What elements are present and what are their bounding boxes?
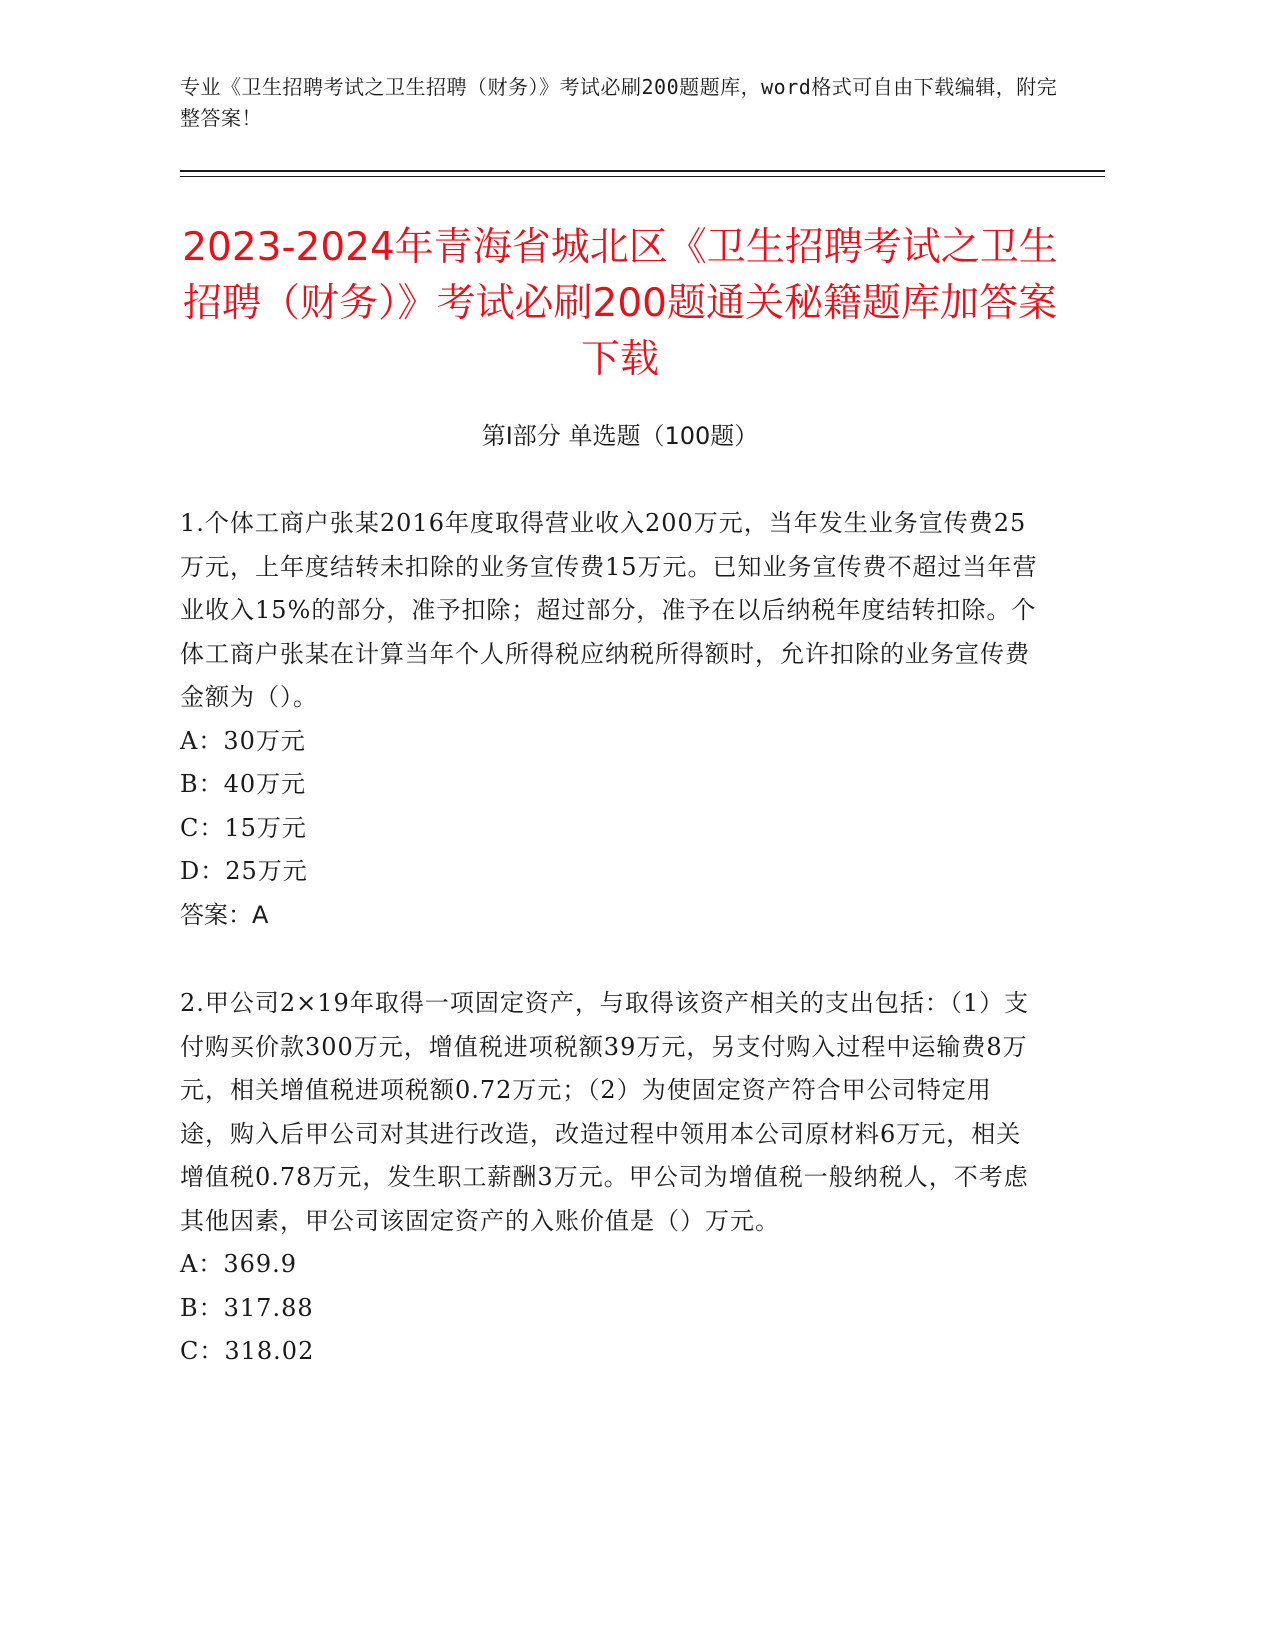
question-stem: 2.甲公司2×19年取得一项固定资产，与取得该资产相关的支出包括：（1）支付购买价款300万元，增值税进项税额39万元，另支付购入过程中运输费8万元，相关增值税进项税额0.72万元；（2）为使固定资产符合甲公司特定用途，购入后甲公司对其进行改造，改造过程中领用本公司原材料6万元，相关增值税0.78万元，发生职工薪酬3万元。甲公司为增值税一般纳税人，不考虑其他因素，甲公司该固定资产的入账价值是（）万元。 (180, 989, 1030, 1235)
header-note: 专业《卫生招聘考试之卫生招聘（财务）》考试必刷200题题库，word格式可自由下载编辑，附完整答案！ (180, 75, 1058, 130)
option-c: C：15万元 (180, 813, 307, 842)
question-2 (180, 982, 1040, 1374)
header-divider-thin (180, 176, 1105, 177)
option-a: A：369.9 (180, 1250, 298, 1278)
option-c: C：318.02 (180, 1337, 315, 1365)
option-b: B：40万元 (180, 770, 307, 798)
option-a: A：30万元 (180, 726, 306, 755)
section-heading: 第Ⅰ部分 单选题（100题） (481, 422, 759, 450)
answer-line: 答案：A (180, 900, 269, 929)
option-d: D：25万元 (180, 857, 308, 885)
question-stem: 1.个体工商户张某2016年度取得营业收入200万元，当年发生业务宣传费25万元，上年度结转未扣除的业务宣传费15万元。已知业务宣传费不超过当年营业收入15%的部分，准予扣除；超过部分，准予在以后纳税年度结转扣除。个体工商户张某在计算当年个人所得税应纳税所得额时，允许扣除的业务宣传费金额为（）。 (180, 509, 1038, 711)
header-divider-thick (180, 170, 1105, 172)
option-b: B：317.88 (180, 1293, 314, 1322)
document-title: 2023-2024年青海省城北区《卫生招聘考试之卫生招聘（财务）》考试必刷200题通关秘籍题库加答案下载 (182, 225, 1058, 382)
question-1 (180, 502, 1040, 937)
